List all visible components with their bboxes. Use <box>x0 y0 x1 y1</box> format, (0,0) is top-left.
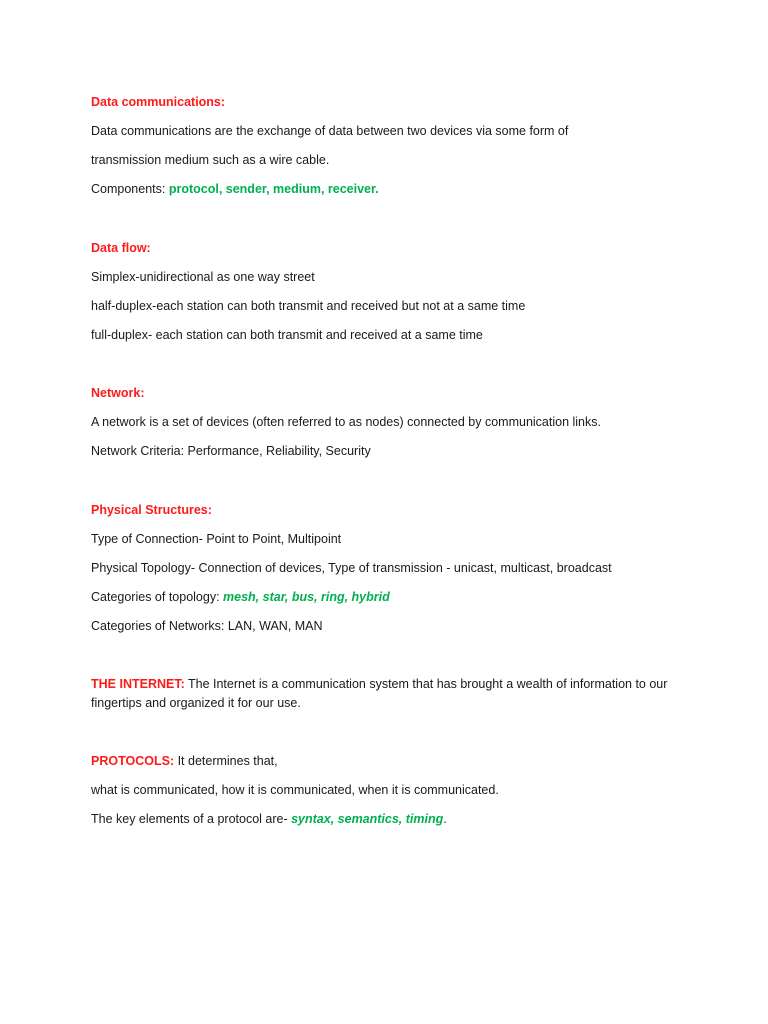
components-label: Components: <box>91 182 169 196</box>
protocols-line <box>91 752 691 771</box>
full-duplex-line: full-duplex- each station can both transmit and received at a same time <box>91 328 483 342</box>
physical-topology-line: Physical Topology- Connection of devices, Type of transmission - unicast, multicast, broadcast <box>91 561 612 575</box>
key-elements-value: syntax, semantics, timing <box>291 812 444 826</box>
topology-categories-value: mesh, star, bus, ring, hybrid <box>223 590 390 604</box>
data-comm-line-1: Data communications are the exchange of data between two devices via some form of <box>91 124 569 138</box>
topology-categories-line <box>91 588 691 607</box>
protocols-text: It determines that, <box>174 754 278 768</box>
half-duplex-line: half-duplex-each station can both transmit and received but not at a same time <box>91 299 526 313</box>
network-definition: A network is a set of devices (often referred to as nodes) connected by communication links. <box>91 415 601 429</box>
protocols-line-2: what is communicated, how it is communicated, when it is communicated. <box>91 783 499 797</box>
internet-text: The Internet is a communication system that has brought a wealth of information to our fingertips and organized it for our use. <box>91 677 668 710</box>
network-categories-line: Categories of Networks: LAN, WAN, MAN <box>91 619 323 633</box>
heading-network: Network: <box>91 386 145 400</box>
protocol-key-elements-line <box>91 810 691 829</box>
components-line <box>91 180 691 199</box>
network-criteria: Network Criteria: Performance, Reliability, Security <box>91 444 371 458</box>
connection-type-line: Type of Connection- Point to Point, Multipoint <box>91 532 342 546</box>
heading-internet: THE INTERNET: <box>91 677 185 691</box>
heading-physical-structures: Physical Structures: <box>91 503 212 517</box>
heading-data-communications: Data communications: <box>91 95 226 109</box>
topology-categories-label: Categories of topology: <box>91 590 224 604</box>
key-elements-label: The key elements of a protocol are- <box>91 812 292 826</box>
internet-paragraph <box>91 675 683 713</box>
key-elements-end: . <box>443 812 447 826</box>
components-value: protocol, sender, medium, receiver. <box>168 182 379 196</box>
heading-protocols: PROTOCOLS: <box>91 754 175 768</box>
data-comm-line-2: transmission medium such as a wire cable. <box>91 153 330 167</box>
simplex-line: Simplex-unidirectional as one way street <box>91 270 315 284</box>
heading-data-flow: Data flow: <box>91 241 151 255</box>
